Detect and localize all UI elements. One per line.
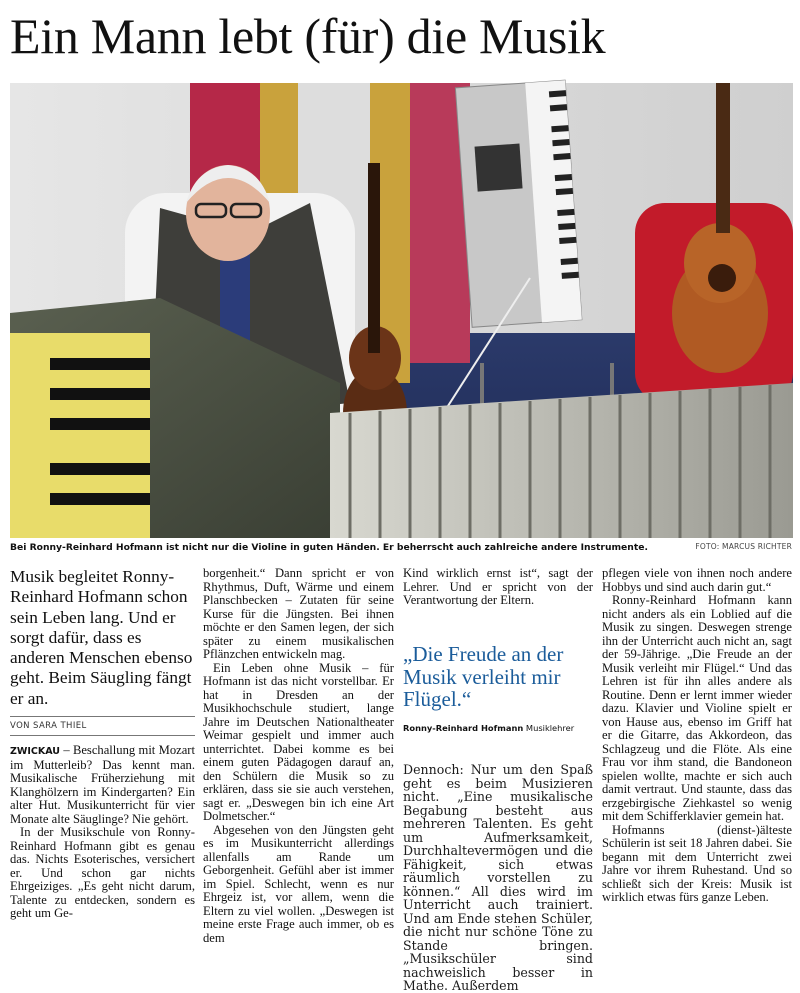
pull-quote (403, 643, 593, 733)
paragraph: pflegen viele von ihnen noch andere Hobbys und sind auch darin gut.“ (602, 566, 792, 594)
paragraph: borgenheit.“ Dann spricht er von Rhythmus, Duft, Wärme und einem Planschbecken – Zutaten für seine Kurse für die Jüngsten. Bei ihnen möchte er den Samen legen, der sich später zu einem musikalischen Pflänzchen entwickeln mag. (203, 566, 394, 661)
article-photo (10, 83, 793, 538)
byline: VON SARA THIEL (10, 721, 87, 732)
paragraph: Abgesehen von den Jüngsten geht es im Musikunterricht allerdings allenfalls am Rande um Geborgenheit. Gefühl aber ist immer im Spiel. Schlecht, wenn es nur Ehrgeiz ist, vor allem, wenn die Eltern zu viel wollen. „Deswegen ist meine erste Frage auch immer, ob es dem (203, 822, 394, 945)
byline-rule-bottom (10, 735, 195, 736)
byline-rule-top (10, 716, 195, 717)
photo-credit: FOTO: MARCUS RICHTER (695, 542, 792, 551)
dateline: ZWICKAU (10, 746, 61, 758)
pull-quote-name: Ronny-Reinhard Hofmann (403, 722, 524, 733)
paragraph: In der Musikschule von Ronny-Reinhard Hofmann gibt es genau das. Nichts Esoterisches, versichert er. Und schon gar nichts Ehrgeiziges. „Es geht nicht darum, Talente zu entdecken, sondern es geht um Ge- (10, 825, 195, 921)
paragraph: Ronny-Reinhard Hofmann kann nicht anders als ein Loblied auf die Musik zu singen. Deswegen strenge ihn der Unterricht auch nicht an, sagt der 59-Jährige. „Die Freude an der Musik verleiht mir Flügel.“ Und das Lehren ist für ihn alles andere als Routine. Denn er lernt immer wieder dazu. Klavier und Violine spielt er von Hause aus, ebenso im Griff hat er die Gitarre, das Akkordeon, das Schlagzeug und die Flöte. Als eine Frau vor ihm stand, die Bandoneon spielen wollte, machte er sich auch damit vertraut. Und staunte, dass das erzgebirgische Ziehkastel so wenig mit dem Schifferklavier gemein hat. (602, 593, 792, 823)
photo-caption: Bei Ronny-Reinhard Hofmann ist nicht nur die Violine in guten Händen. Er beherrscht auch zahlreiche andere Instrumente. (10, 542, 648, 553)
paragraph: Ein Leben ohne Musik – für Hofmann ist das nicht vorstellbar. Er hat in Dresden an der Musikhochschule studiert, lange Jahre im Deutschen Nationaltheater Weimar gespielt und immer auch unterrichtet. Dabei komme es bei einem guten Pädagogen darauf an, den Schülern die Musik so zu erklären, dass sie sie auch verstehen, sagt er. „Deswegen bin ich eine Art Dolmetscher.“ (203, 660, 394, 823)
paragraph: Dennoch: Nur um den Spaß geht es beim Musizieren nicht. „Eine musikalische Begabung besteht aus mehreren Talenten. Es geht um Aufmerksamkeit, Durchhaltevermögen und die Fähigkeit, sich etwas räumlich vorstellen zu können.“ All dies wird im Unterricht auch trainiert. Und am Ende stehen Schüler, die nicht nur schöne Töne zu Stande bringen. „Musikschüler sind nachweislich besser in Mathe. Außerdem (403, 762, 593, 993)
pull-quote-role: Musiklehrer (525, 722, 575, 733)
paragraph: Kind wirklich ernst ist“, sagt der Lehrer. Und er spricht von der Verantwortung der Eltern. (403, 566, 593, 607)
photo-illustration (10, 83, 793, 538)
article-column-2 (203, 567, 394, 945)
paragraph-text: – Beschallung mit Mozart im Mutterleib? Das kennt man. Musikalische Früherziehung mit Klanghölzern im Kindergarten? Ein alter Hut. Musikunterricht für vier Monate alte Säuglinge? Nie gehört. (10, 743, 195, 826)
teaser: Musik begleitet Ronny-Reinhard Hofmann schon sein Leben lang. Und er sorgt dafür, dass es anderen Menschen ebenso geht. Beim Säugling fängt er an. (10, 567, 193, 708)
article-column-3-top (403, 567, 593, 608)
pull-quote-source (403, 723, 593, 733)
article-column-4 (602, 567, 792, 905)
paragraph (10, 744, 195, 826)
paragraph: Hofmanns (dienst-)älteste Schülerin ist seit 18 Jahren dabei. Sie begann mit dem Unterricht zwei Jahre vor ihrem Ruhestand. Und so schließt sich der Kreis: Musik ist wirklich etwas fürs ganze Leben. (602, 822, 792, 904)
pull-quote-text: „Die Freude an der Musik verleiht mir Flügel.“ (403, 642, 564, 711)
article-column-1 (10, 567, 195, 921)
article-column-3-bottom (403, 763, 593, 993)
headline: Ein Mann lebt (für) die Musik (10, 8, 606, 64)
